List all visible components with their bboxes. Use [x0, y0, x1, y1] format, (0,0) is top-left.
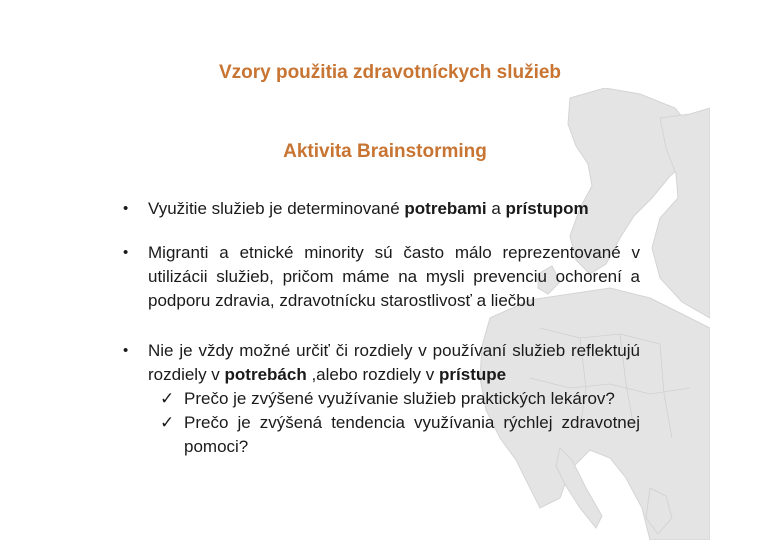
slide-title: Vzory použitia zdravotníckych služieb: [218, 62, 562, 83]
bullet-icon: •: [123, 200, 129, 217]
bullet-3-bold: potrebách: [224, 365, 307, 384]
sub-item-2: [120, 411, 640, 459]
sub-item-1-text: Prečo je zvýšené využívanie služieb praktických lekárov?: [184, 389, 615, 408]
checkmark-icon: ✓: [160, 389, 175, 408]
bullet-3-bold-2: prístupe: [439, 365, 507, 384]
bullet-item-2: [120, 241, 640, 313]
sub-item-1: [120, 387, 640, 411]
bullet-icon: •: [123, 342, 129, 359]
bullet-item-3: [120, 339, 640, 387]
bullet-icon: •: [123, 244, 129, 261]
checkmark-icon: ✓: [160, 413, 175, 432]
bullet-2-text: Migranti a etnické minority sú často málo reprezentované v utilizácii služieb, pričom máme na mysli prevenciu ochorení a podporu zdravia, zdravotnícku starostlivosť a liečbu: [148, 243, 640, 310]
slide-subtitle: Aktivita Brainstorming: [283, 141, 487, 162]
bullet-item-1: [120, 197, 640, 221]
bullet-1-text: Využitie služieb je determinované: [148, 199, 405, 218]
bullet-3-text-mid: ,alebo rozdiely v: [306, 365, 440, 384]
sub-item-2-text: Prečo je zvýšená tendencia využívania rýchlej zdravotnej pomoci?: [184, 413, 640, 456]
bullet-1-bold-2: prístupom: [505, 199, 589, 218]
bullet-3-text: Nie je vždy možné určiť či rozdiely v používaní služieb reflektujú rozdiely v: [148, 341, 640, 384]
bullet-1-bold: potrebami: [404, 199, 487, 218]
bullet-list: [120, 197, 640, 459]
bullet-1-text-mid: a: [486, 199, 506, 218]
